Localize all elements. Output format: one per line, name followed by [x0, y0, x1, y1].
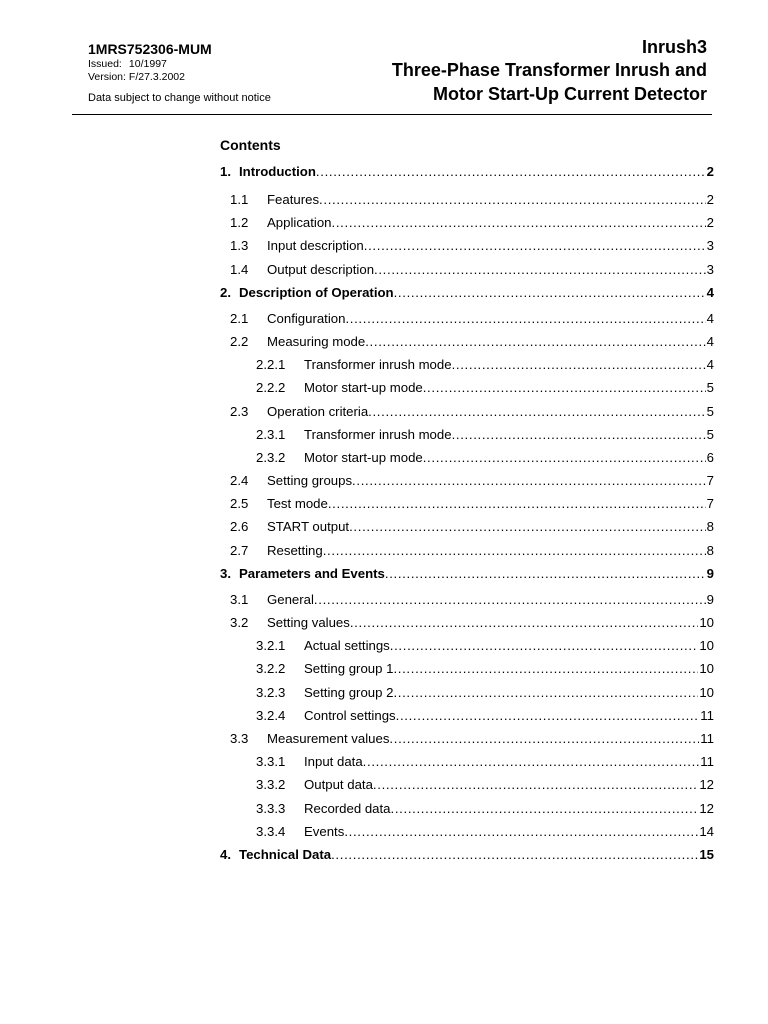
toc-entry-title: Description of Operation [239, 284, 394, 300]
toc-entry[interactable] [220, 237, 714, 260]
toc-dot-leader [345, 310, 705, 328]
toc-dot-leader [396, 707, 700, 725]
toc-entry[interactable] [220, 379, 714, 402]
toc-entry[interactable] [220, 449, 714, 472]
contents-heading: Contents [220, 137, 281, 153]
toc-entry-title: Motor start-up mode [304, 380, 423, 396]
toc-dot-leader [314, 591, 706, 609]
toc-dot-leader [344, 823, 698, 841]
toc-entry[interactable] [220, 565, 714, 591]
toc-entry[interactable] [220, 356, 714, 379]
toc-dot-leader [331, 846, 698, 864]
toc-dot-leader [452, 356, 706, 374]
toc-entry-title: Actual settings [304, 638, 390, 654]
toc-entry-title: Transformer inrush mode [304, 357, 452, 373]
toc-entry[interactable] [220, 495, 714, 518]
toc-entry-number: 3.1 [230, 591, 249, 607]
toc-dot-leader [373, 776, 698, 794]
toc-entry-title: Configuration [267, 310, 346, 326]
toc-entry-page: 10 [699, 661, 714, 677]
toc-entry-number: 1.3 [230, 238, 249, 254]
toc-dot-leader [368, 403, 706, 421]
toc-entry[interactable] [220, 403, 714, 426]
toc-entry-page: 11 [700, 707, 714, 723]
toc-entry-title: Output description [267, 261, 375, 277]
toc-entry[interactable] [220, 614, 714, 637]
toc-entry-page: 9 [706, 565, 714, 581]
toc-dot-leader [364, 237, 706, 255]
toc-entry-title: Setting group 1 [304, 661, 394, 677]
toc-entry-number: 3.2.3 [256, 684, 286, 700]
toc-entry[interactable] [220, 846, 714, 872]
toc-entry[interactable] [220, 518, 714, 541]
toc-entry-number: 2.2.2 [256, 380, 286, 396]
toc-entry[interactable] [220, 214, 714, 237]
toc-dot-leader [452, 426, 706, 444]
toc-dot-leader [385, 565, 706, 583]
toc-dot-leader [350, 614, 698, 632]
toc-dot-leader [365, 333, 705, 351]
issued-label: Issued: [88, 58, 122, 70]
toc-entry-title: Setting group 2 [304, 684, 394, 700]
table-of-contents [220, 136, 714, 872]
toc-entry[interactable] [220, 823, 714, 846]
toc-dot-leader [374, 261, 706, 279]
toc-entry-page: 2 [706, 164, 714, 179]
toc-entry[interactable] [220, 261, 714, 284]
toc-entry-number: 4. [220, 846, 231, 862]
toc-entry-number: 2.4 [230, 473, 249, 489]
toc-entry-page: 9 [706, 591, 714, 607]
toc-entry-page: 3 [706, 261, 714, 277]
toc-entry-page: 2 [706, 192, 714, 207]
toc-entry-page: 7 [706, 473, 714, 489]
toc-entry-page: 2 [706, 215, 714, 231]
toc-entry-page: 5 [706, 403, 714, 419]
toc-entry-number: 3.3.1 [256, 754, 286, 770]
toc-entry-page: 12 [699, 777, 714, 793]
document-title-line-2: Motor Start-Up Current Detector [432, 84, 707, 104]
toc-entry-title: Application [267, 215, 332, 231]
toc-entry-number: 2.3.1 [256, 426, 286, 442]
toc-entry-page: 8 [706, 519, 714, 535]
toc-entry-page: 14 [699, 823, 714, 839]
toc-entry-title: Operation criteria [267, 403, 369, 419]
issued-value: 10/1997 [128, 58, 167, 70]
document-title-line-1: Three-Phase Transformer Inrush and [391, 60, 707, 80]
toc-entry-number: 3.3.4 [256, 823, 286, 839]
version-label: Version: [88, 71, 126, 83]
toc-dot-leader [391, 800, 699, 818]
toc-entry-number: 2.5 [230, 496, 249, 512]
toc-entry-number: 1. [220, 164, 231, 179]
toc-entry-number: 2.7 [230, 542, 249, 558]
toc-entry-number: 1.4 [230, 261, 249, 277]
toc-entry-title: Technical Data [239, 846, 332, 862]
toc-dot-leader [363, 753, 700, 771]
toc-entry-title: Input description [267, 238, 364, 254]
toc-entry-number: 3.2.4 [256, 707, 286, 723]
toc-entry[interactable] [220, 684, 714, 707]
toc-entry[interactable] [220, 800, 714, 823]
issued-line [88, 58, 271, 71]
toc-entry-number: 2.1 [230, 310, 249, 326]
toc-entry-number: 2.2.1 [256, 357, 286, 373]
toc-entry[interactable] [220, 753, 714, 776]
toc-entry-page: 11 [700, 730, 714, 746]
toc-dot-leader [328, 495, 706, 513]
toc-entry-title: Transformer inrush mode [304, 426, 452, 442]
toc-dot-leader [349, 518, 706, 536]
toc-entry[interactable] [220, 472, 714, 495]
toc-entry-page: 3 [706, 238, 714, 254]
product-name: Inrush3 [641, 37, 707, 57]
toc-entry[interactable] [220, 707, 714, 730]
toc-entry[interactable] [220, 730, 714, 753]
toc-entry-number: 2.2 [230, 333, 249, 349]
toc-entry-page: 10 [699, 638, 714, 654]
toc-entry-page: 4 [706, 284, 714, 300]
toc-dot-leader [393, 684, 698, 702]
toc-entry[interactable] [220, 163, 714, 191]
toc-entry-title: Events [304, 823, 345, 839]
toc-entry[interactable] [220, 660, 714, 683]
toc-entry-page: 11 [700, 754, 714, 770]
toc-entry-number: 2.3.2 [256, 449, 286, 465]
toc-entry-page: 8 [706, 542, 714, 558]
toc-entry-page: 12 [699, 800, 714, 816]
toc-dot-leader [319, 191, 706, 209]
toc-dot-leader [393, 660, 698, 678]
toc-entry-title: General [267, 591, 314, 607]
toc-entry-page: 7 [706, 496, 714, 512]
toc-dot-leader [389, 730, 699, 748]
version-line [88, 71, 271, 84]
toc-entry-title: Motor start-up mode [304, 449, 423, 465]
toc-entry-title: Setting groups [267, 473, 353, 489]
toc-entry-number: 2.3 [230, 403, 249, 419]
document-meta [88, 40, 271, 104]
toc-entry[interactable] [220, 776, 714, 799]
toc-dot-leader [323, 542, 706, 560]
version-value: F/27.3.2002 [128, 71, 185, 83]
toc-entry-title: Features [267, 192, 320, 207]
toc-entry-page: 15 [699, 846, 714, 862]
toc-entry-number: 3.2.1 [256, 638, 286, 654]
toc-entry-title: Parameters and Events [239, 565, 385, 581]
toc-entry-title: START output [267, 519, 350, 535]
toc-dot-leader [394, 284, 706, 302]
toc-entry-page: 4 [706, 333, 714, 349]
toc-entry-number: 3.3.2 [256, 777, 286, 793]
toc-entry-title: Output data [304, 777, 373, 793]
toc-entry-title: Test mode [267, 496, 328, 512]
toc-entry-title: Recorded data [304, 800, 391, 816]
toc-entry-title: Setting values [267, 615, 350, 630]
toc-entry-title: Input data [304, 754, 363, 770]
toc-entry[interactable] [220, 284, 714, 310]
toc-list [220, 163, 714, 872]
toc-entry-number: 1.1 [230, 192, 249, 207]
toc-entry-page: 4 [706, 310, 714, 326]
toc-dot-leader [332, 214, 706, 232]
toc-dot-leader [316, 163, 706, 181]
toc-entry-number: 3.3.3 [256, 800, 286, 816]
toc-entry-number: 3.3 [230, 730, 249, 746]
toc-entry-page: 6 [706, 449, 714, 465]
toc-entry[interactable] [220, 637, 714, 660]
toc-entry-page: 10 [699, 615, 714, 630]
toc-entry[interactable] [220, 333, 714, 356]
change-notice: Data subject to change without notice [88, 92, 271, 104]
document-title-block [392, 36, 707, 106]
toc-entry-number: 3. [220, 565, 231, 581]
toc-dot-leader [423, 379, 706, 397]
toc-entry[interactable] [220, 591, 714, 614]
toc-dot-leader [390, 637, 699, 655]
document-id: 1MRS752306-MUM [88, 41, 212, 57]
toc-entry-number: 3.2 [230, 615, 249, 630]
toc-dot-leader [352, 472, 706, 490]
toc-entry-page: 10 [699, 684, 714, 700]
toc-dot-leader [423, 449, 706, 467]
toc-entry[interactable] [220, 426, 714, 449]
toc-entry-title: Control settings [304, 707, 396, 723]
toc-entry-title: Measuring mode [267, 333, 366, 349]
toc-entry-number: 2.6 [230, 519, 249, 535]
toc-entry-title: Resetting [267, 542, 323, 558]
toc-entry-title: Introduction [239, 164, 316, 179]
toc-entry-number: 1.2 [230, 215, 249, 231]
toc-entry-number: 2. [220, 284, 231, 300]
toc-entry-title: Measurement values [267, 730, 390, 746]
header-divider [72, 114, 712, 115]
toc-entry-page: 4 [706, 357, 714, 373]
toc-entry[interactable] [220, 191, 714, 214]
toc-entry[interactable] [220, 310, 714, 333]
toc-entry[interactable] [220, 542, 714, 565]
toc-entry-page: 5 [706, 380, 714, 396]
toc-entry-page: 5 [706, 426, 714, 442]
toc-entry-number: 3.2.2 [256, 661, 286, 677]
